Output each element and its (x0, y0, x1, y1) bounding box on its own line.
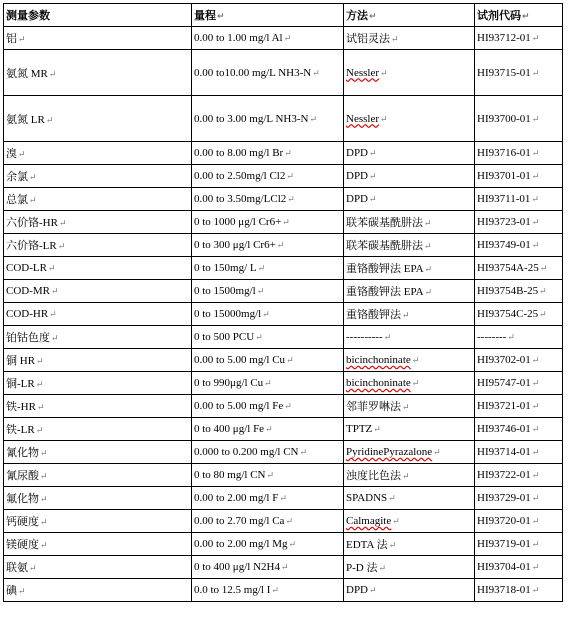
cell-method: EDTA 法↵ (344, 533, 475, 556)
paragraph-mark-icon: ↵ (257, 263, 266, 273)
cell-code: HI93722-01↵ (475, 464, 563, 487)
paragraph-mark-icon: ↵ (29, 563, 37, 573)
cell-method: DPD↵ (344, 188, 475, 211)
paragraph-mark-icon: ↵ (265, 424, 273, 434)
paragraph-mark-icon: ↵ (279, 493, 287, 503)
cell-range: 0.00 to 5.00 mg/l Fe↵ (192, 395, 344, 418)
paragraph-mark-icon: ↵ (531, 539, 540, 549)
cell-code: HI93704-01↵ (475, 556, 563, 579)
table-row (4, 510, 563, 533)
paragraph-mark-icon: ↵ (402, 402, 410, 412)
paragraph-mark-icon: ↵ (309, 113, 318, 124)
header-code: 试剂代码↵ (475, 4, 563, 27)
paragraph-mark-icon: ↵ (531, 33, 540, 43)
paragraph-mark-icon: ↵ (264, 378, 272, 388)
paragraph-mark-icon: ↵ (49, 309, 57, 319)
cell-range: 0.000 to 0.200 mg/l CN↵ (192, 441, 344, 464)
table-row (4, 303, 563, 326)
cell-range: 0.00 to 3.50mg/LCl2↵ (192, 188, 344, 211)
cell-method: Calmagite↵ (344, 510, 475, 533)
cell-method: 重铬酸钾法 EPA↵ (344, 280, 475, 303)
paragraph-mark-icon: ↵ (40, 494, 48, 504)
table-row (4, 395, 563, 418)
cell-range: 0 to 1500mg/l↵ (192, 280, 344, 303)
cell-method: 联苯碳基酰肼法↵ (344, 211, 475, 234)
paragraph-mark-icon: ↵ (282, 217, 290, 227)
cell-param: 铜-LR↵ (4, 372, 192, 395)
paragraph-mark-icon: ↵ (391, 34, 399, 44)
table-row (4, 464, 563, 487)
cell-code: HI93714-01↵ (475, 441, 563, 464)
paragraph-mark-icon: ↵ (36, 402, 45, 412)
paragraph-mark-icon: ↵ (29, 195, 37, 205)
paragraph-mark-icon: ↵ (47, 263, 56, 273)
cell-method: Nessler↵ (344, 96, 475, 142)
cell-code: HI93754B-25↵ (475, 280, 563, 303)
paragraph-mark-icon: ↵ (18, 34, 26, 44)
paragraph-mark-icon: ↵ (29, 172, 37, 182)
cell-param: 余氯↵ (4, 165, 192, 188)
cell-range: 0 to 1000 μg/l Cr6+↵ (192, 211, 344, 234)
paragraph-mark-icon: ↵ (378, 563, 387, 573)
paragraph-mark-icon: ↵ (424, 218, 432, 228)
paragraph-mark-icon: ↵ (262, 309, 270, 319)
cell-method: TPTZ↵ (344, 418, 475, 441)
table-row (4, 579, 563, 602)
cell-method: 邻菲罗啉法↵ (344, 395, 475, 418)
cell-method: P-D 法↵ (344, 556, 475, 579)
table-row (4, 27, 563, 50)
paragraph-mark-icon: ↵ (18, 586, 26, 596)
paragraph-mark-icon: ↵ (285, 516, 293, 526)
cell-range: 0.00 to10.00 mg/L NH3-N↵ (192, 50, 344, 96)
paragraph-mark-icon: ↵ (286, 355, 294, 365)
cell-code: HI93721-01↵ (475, 395, 563, 418)
cell-method: 重铬酸钾法 EPA↵ (344, 257, 475, 280)
paragraph-mark-icon: ↵ (57, 241, 66, 251)
table-row (4, 418, 563, 441)
cell-code: HI93754A-25↵ (475, 257, 563, 280)
paragraph-mark-icon: ↵ (35, 379, 44, 389)
cell-param: 铜 HR↵ (4, 349, 192, 372)
cell-method: DPD↵ (344, 142, 475, 165)
paragraph-mark-icon: ↵ (531, 493, 540, 503)
cell-range: 0.00 to 2.00 mg/l Mg↵ (192, 533, 344, 556)
paragraph-mark-icon: ↵ (40, 540, 48, 550)
table-row (4, 96, 563, 142)
paragraph-mark-icon: ↵ (51, 333, 59, 343)
paragraph-mark-icon: ↵ (531, 217, 540, 227)
paragraph-mark-icon: ↵ (531, 447, 540, 457)
table-row (4, 533, 563, 556)
cell-method: Nessler↵ (344, 50, 475, 96)
paragraph-mark-icon: ↵ (299, 447, 308, 457)
cell-range: 0 to 500 PCU↵ (192, 326, 344, 349)
cell-param: 六价铬-HR↵ (4, 211, 192, 234)
cell-method: PyridinePyrazalone↵ (344, 441, 475, 464)
cell-param: 氰化物↵ (4, 441, 192, 464)
paragraph-mark-icon: ↵ (369, 585, 377, 595)
paragraph-mark-icon: ↵ (388, 493, 396, 503)
cell-code: HI93719-01↵ (475, 533, 563, 556)
paragraph-mark-icon: ↵ (433, 447, 441, 457)
table-row (4, 372, 563, 395)
cell-param: 氨氮 LR↵ (4, 96, 192, 142)
header-range: 量程↵ (192, 4, 344, 27)
paragraph-mark-icon: ↵ (531, 67, 540, 78)
paragraph-mark-icon: ↵ (539, 286, 547, 296)
paragraph-mark-icon: ↵ (266, 470, 275, 480)
cell-code: --------↵ (475, 326, 563, 349)
cell-range: 0.00 to 2.00 mg/l F↵ (192, 487, 344, 510)
cell-code: HI93729-01↵ (475, 487, 563, 510)
paragraph-mark-icon: ↵ (531, 470, 540, 480)
cell-range: 0.00 to 1.00 mg/l Al↵ (192, 27, 344, 50)
paragraph-mark-icon: ↵ (402, 471, 410, 481)
cell-range: 0 to 80 mg/l CN↵ (192, 464, 344, 487)
paragraph-mark-icon: ↵ (539, 309, 547, 319)
cell-code: HI93720-01↵ (475, 510, 563, 533)
table-row (4, 50, 563, 96)
paragraph-mark-icon: ↵ (45, 114, 54, 125)
paragraph-mark-icon: ↵ (424, 287, 433, 297)
cell-param: COD-LR↵ (4, 257, 192, 280)
cell-param: 铁-LR↵ (4, 418, 192, 441)
cell-code: HI93723-01↵ (475, 211, 563, 234)
cell-code: HI93715-01↵ (475, 50, 563, 96)
cell-code: HI93711-01↵ (475, 188, 563, 211)
paragraph-mark-icon: ↵ (424, 264, 433, 274)
cell-method: ----------↵ (344, 326, 475, 349)
cell-param: 总氯↵ (4, 188, 192, 211)
cell-code: HI93754C-25↵ (475, 303, 563, 326)
cell-code: HI93749-01↵ (475, 234, 563, 257)
paragraph-mark-icon: ↵ (312, 67, 320, 78)
paragraph-mark-icon: ↵ (388, 540, 397, 550)
cell-range: 0.00 to 8.00 mg/l Br↵ (192, 142, 344, 165)
cell-param: 联氨↵ (4, 556, 192, 579)
table-row (4, 142, 563, 165)
paragraph-mark-icon: ↵ (280, 562, 289, 572)
paragraph-mark-icon: ↵ (51, 286, 59, 296)
paragraph-mark-icon: ↵ (284, 401, 292, 411)
paragraph-mark-icon: ↵ (369, 171, 377, 181)
paragraph-mark-icon: ↵ (531, 171, 540, 181)
cell-code: HI93712-01↵ (475, 27, 563, 50)
paragraph-mark-icon: ↵ (380, 113, 388, 124)
cell-param: 碘↵ (4, 579, 192, 602)
paragraph-mark-icon: ↵ (531, 516, 540, 526)
cell-param: 镁硬度↵ (4, 533, 192, 556)
paragraph-mark-icon: ↵ (531, 194, 539, 204)
cell-param: 铂钴色度↵ (4, 326, 192, 349)
paragraph-mark-icon: ↵ (40, 517, 48, 527)
header-method: 方法↵ (344, 4, 475, 27)
paragraph-mark-icon: ↵ (287, 194, 295, 204)
cell-param: COD-HR↵ (4, 303, 192, 326)
paragraph-mark-icon: ↵ (286, 171, 294, 181)
table-row (4, 556, 563, 579)
paragraph-mark-icon: ↵ (383, 332, 392, 342)
paragraph-mark-icon: ↵ (288, 539, 297, 549)
paragraph-mark-icon: ↵ (36, 356, 44, 366)
paragraph-mark-icon: ↵ (531, 401, 540, 411)
paragraph-mark-icon: ↵ (531, 562, 540, 572)
header-param: 测量参数 (4, 4, 192, 27)
paragraph-mark-icon: ↵ (402, 310, 410, 320)
paragraph-mark-icon: ↵ (539, 263, 548, 273)
cell-method: 试铝灵法↵ (344, 27, 475, 50)
cell-param: 氨氮 MR↵ (4, 50, 192, 96)
cell-method: 联苯碳基酰肼法↵ (344, 234, 475, 257)
cell-method: DPD↵ (344, 579, 475, 602)
cell-method: SPADNS↵ (344, 487, 475, 510)
cell-range: 0 to 400 μg/l N2H4↵ (192, 556, 344, 579)
cell-code: HI93700-01↵ (475, 96, 563, 142)
cell-range: 0.0 to 12.5 mg/l I↵ (192, 579, 344, 602)
cell-param: 铝↵ (4, 27, 192, 50)
cell-range: 0.00 to 2.50mg/l Cl2↵ (192, 165, 344, 188)
table-row (4, 441, 563, 464)
paragraph-mark-icon: ↵ (531, 378, 540, 388)
cell-param: 氰尿酸↵ (4, 464, 192, 487)
cell-code: HI93718-01↵ (475, 579, 563, 602)
paragraph-mark-icon: ↵ (411, 355, 420, 365)
cell-method: 重铬酸钾法↵ (344, 303, 475, 326)
table-row (4, 280, 563, 303)
paragraph-mark-icon: ↵ (271, 585, 279, 595)
paragraph-mark-icon: ↵ (276, 240, 285, 250)
paragraph-mark-icon: ↵ (369, 194, 377, 204)
table-row (4, 165, 563, 188)
cell-range: 0 to 300 μg/l Cr6+↵ (192, 234, 344, 257)
cell-range: 0 to 150mg/ L↵ (192, 257, 344, 280)
cell-code: HI95747-01↵ (475, 372, 563, 395)
table-row (4, 234, 563, 257)
cell-param: 溴↵ (4, 142, 192, 165)
paragraph-mark-icon: ↵ (507, 332, 515, 342)
cell-method: bicinchoninate↵ (344, 372, 475, 395)
paragraph-mark-icon: ↵ (531, 585, 540, 595)
cell-range: 0 to 400 μg/l Fe↵ (192, 418, 344, 441)
paragraph-mark-icon: ↵ (48, 68, 57, 79)
paragraph-mark-icon: ↵ (531, 424, 540, 434)
cell-code: HI93702-01↵ (475, 349, 563, 372)
cell-param: 钙硬度↵ (4, 510, 192, 533)
paragraph-mark-icon: ↵ (531, 113, 540, 124)
cell-param: 氟化物↵ (4, 487, 192, 510)
cell-method: DPD↵ (344, 165, 475, 188)
table-row (4, 349, 563, 372)
cell-method: bicinchoninate↵ (344, 349, 475, 372)
cell-method: 浊度比色法↵ (344, 464, 475, 487)
paragraph-mark-icon: ↵ (369, 148, 377, 158)
cell-range: 0.00 to 5.00 mg/l Cu↵ (192, 349, 344, 372)
paragraph-mark-icon: ↵ (58, 218, 67, 228)
paragraph-mark-icon: ↵ (284, 148, 292, 158)
reagent-table (3, 3, 563, 602)
paragraph-mark-icon: ↵ (18, 149, 26, 159)
paragraph-mark-icon: ↵ (424, 241, 432, 251)
table-row (4, 487, 563, 510)
paragraph-mark-icon: ↵ (256, 286, 265, 296)
cell-range: 0 to 990μg/l Cu↵ (192, 372, 344, 395)
cell-range: 0.00 to 2.70 mg/l Ca↵ (192, 510, 344, 533)
paragraph-mark-icon: ↵ (531, 148, 540, 158)
table-row (4, 257, 563, 280)
cell-param: 六价铬-LR↵ (4, 234, 192, 257)
paragraph-mark-icon: ↵ (373, 424, 381, 434)
paragraph-mark-icon: ↵ (392, 516, 400, 526)
cell-param: 铁-HR↵ (4, 395, 192, 418)
cell-code: HI93701-01↵ (475, 165, 563, 188)
cell-range: 0.00 to 3.00 mg/L NH3-N↵ (192, 96, 344, 142)
paragraph-mark-icon: ↵ (531, 240, 540, 250)
paragraph-mark-icon: ↵ (531, 355, 540, 365)
paragraph-mark-icon: ↵ (255, 332, 263, 342)
paragraph-mark-icon: ↵ (380, 67, 388, 78)
table-row (4, 211, 563, 234)
paragraph-mark-icon: ↵ (411, 378, 420, 388)
cell-range: 0 to 15000mg/l↵ (192, 303, 344, 326)
cell-code: HI93746-01↵ (475, 418, 563, 441)
table-row (4, 326, 563, 349)
table-header-row (4, 4, 563, 27)
paragraph-mark-icon: ↵ (283, 33, 292, 43)
cell-param: COD-MR↵ (4, 280, 192, 303)
paragraph-mark-icon: ↵ (40, 448, 48, 458)
cell-code: HI93716-01↵ (475, 142, 563, 165)
paragraph-mark-icon: ↵ (35, 425, 44, 435)
table-row (4, 188, 563, 211)
paragraph-mark-icon: ↵ (40, 471, 48, 481)
